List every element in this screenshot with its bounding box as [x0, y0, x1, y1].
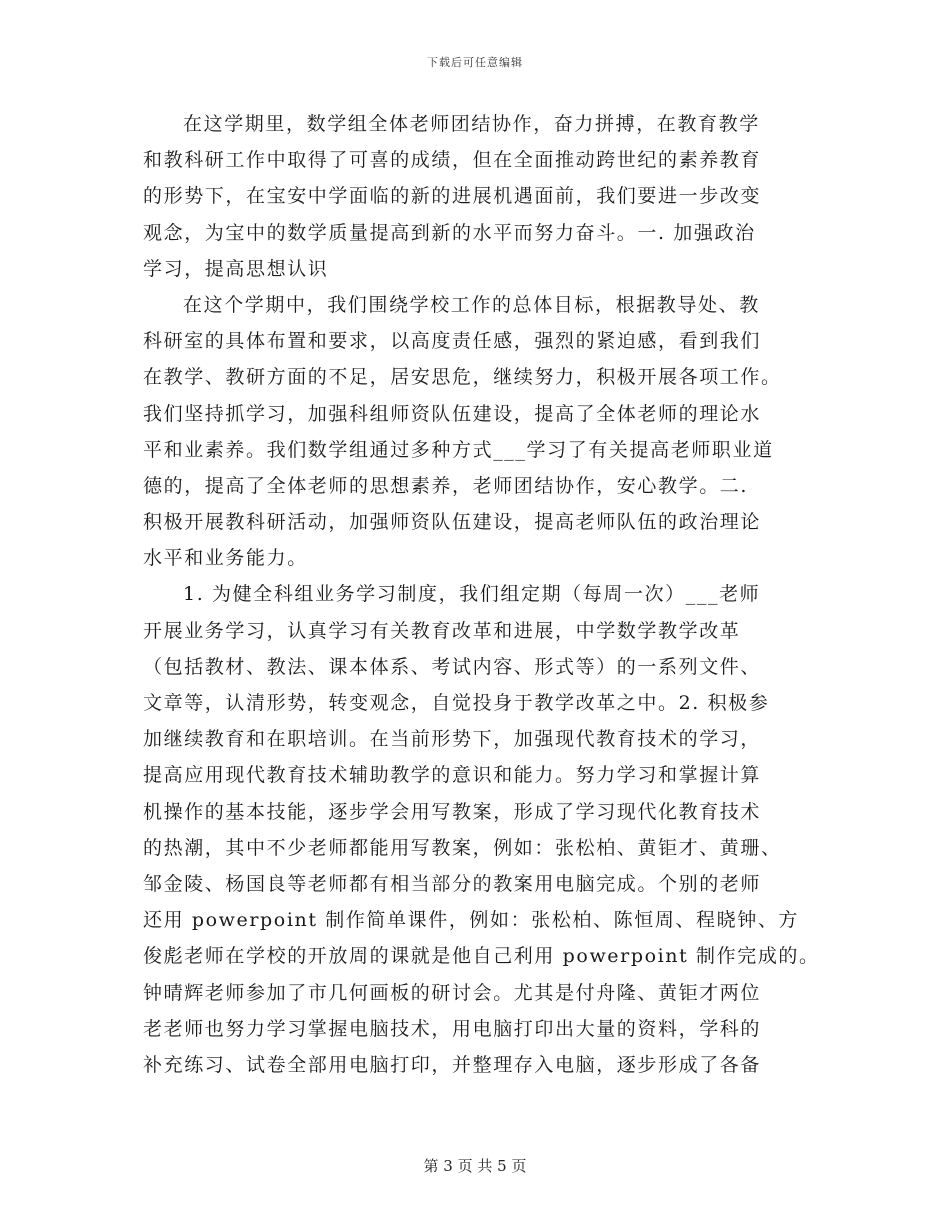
text-line: 文章等，认清形势，转变观念，自觉投身于教学改革之中。2. 积极参	[143, 692, 770, 714]
text-line: 在教学、教研方面的不足，居安思危，继续努力，积极开展各项工作。	[143, 366, 782, 389]
text-line: 我们坚持抓学习，加强科组师资队伍建设，提高了全体老师的理论水	[143, 402, 762, 425]
text-line: 在这个学期中，我们围绕学校工作的总体目标，根据教导处、教	[183, 293, 760, 316]
text-line: 钟晴辉老师参加了市几何画板的研讨会。尤其是付舟隆、黄钜才两位	[143, 981, 762, 1004]
text-line: 的形势下，在宝安中学面临的新的进展机遇面前，我们要进一步改变	[143, 185, 762, 208]
text-line: 观念，为宝中的数学质量提高到新的水平而努力奋斗。一. 加强政治	[143, 221, 756, 244]
text-line: 德的，提高了全体老师的思想素养，老师团结协作，安心教学。二.	[143, 474, 749, 497]
text-line: 还用 powerpoint 制作简单课件，例如：张松柏、陈恒周、程晓钟、方	[143, 909, 800, 932]
text-line: 在这学期里，数学组全体老师团结协作，奋力拼搏，在教育教学	[183, 113, 760, 135]
text-line: 老老师也努力学习掌握电脑技术，用电脑打印出大量的资料，学科的	[143, 1017, 762, 1040]
text-line: 邹金陵、杨国良等老师都有相当部分的教案用电脑完成。个别的老师	[143, 872, 762, 895]
text-line: 科研室的具体布置和要求，以高度责任感，强烈的紧迫感，看到我们	[143, 330, 762, 353]
text-line: 积极开展教科研活动，加强师资队伍建设，提高老师队伍的政治理论	[143, 511, 762, 534]
document-body	[143, 106, 823, 1083]
text-line: 补充练习、试卷全部用电脑打印，并整理存入电脑，逐步形成了各备	[143, 1053, 762, 1076]
page-header: 下载后可任意编辑	[427, 56, 523, 69]
text-line: 1. 为健全科组业务学习制度，我们组定期（每周一次）___老师	[183, 583, 761, 606]
text-line: 水平和业务能力。	[143, 547, 308, 570]
text-line: 平和业素养。我们数学组通过多种方式___学习了有关提高老师职业道	[143, 438, 774, 461]
text-line: 开展业务学习，认真学习有关教育改革和进展，中学数学教学改革	[143, 619, 741, 642]
text-line: 学习，提高思想认识	[143, 257, 329, 280]
page-number-footer: 第 3 页 共 5 页	[423, 1157, 527, 1175]
text-line: 的热潮，其中不少老师都能用写教案，例如：张松柏、黄钜才、黄珊、	[143, 836, 782, 859]
text-line: 和教科研工作中取得了可喜的成绩，但在全面推动跨世纪的素养教育	[143, 149, 762, 172]
text-line: 加继续教育和在职培训。在当前形势下，加强现代教育技术的学习，	[143, 728, 762, 751]
text-line: 机操作的基本技能，逐步学会用写教案，形成了学习现代化教育技术	[143, 800, 762, 823]
text-line: 俊彪老师在学校的开放周的课就是他自己利用 powerpoint 制作完成的。	[143, 945, 820, 968]
text-line: 提高应用现代教育技术辅助教学的意识和能力。努力学习和掌握计算	[143, 764, 762, 787]
text-line: （包括教材、教法、课本体系、考试内容、形式等）的一系列文件、	[143, 655, 762, 678]
